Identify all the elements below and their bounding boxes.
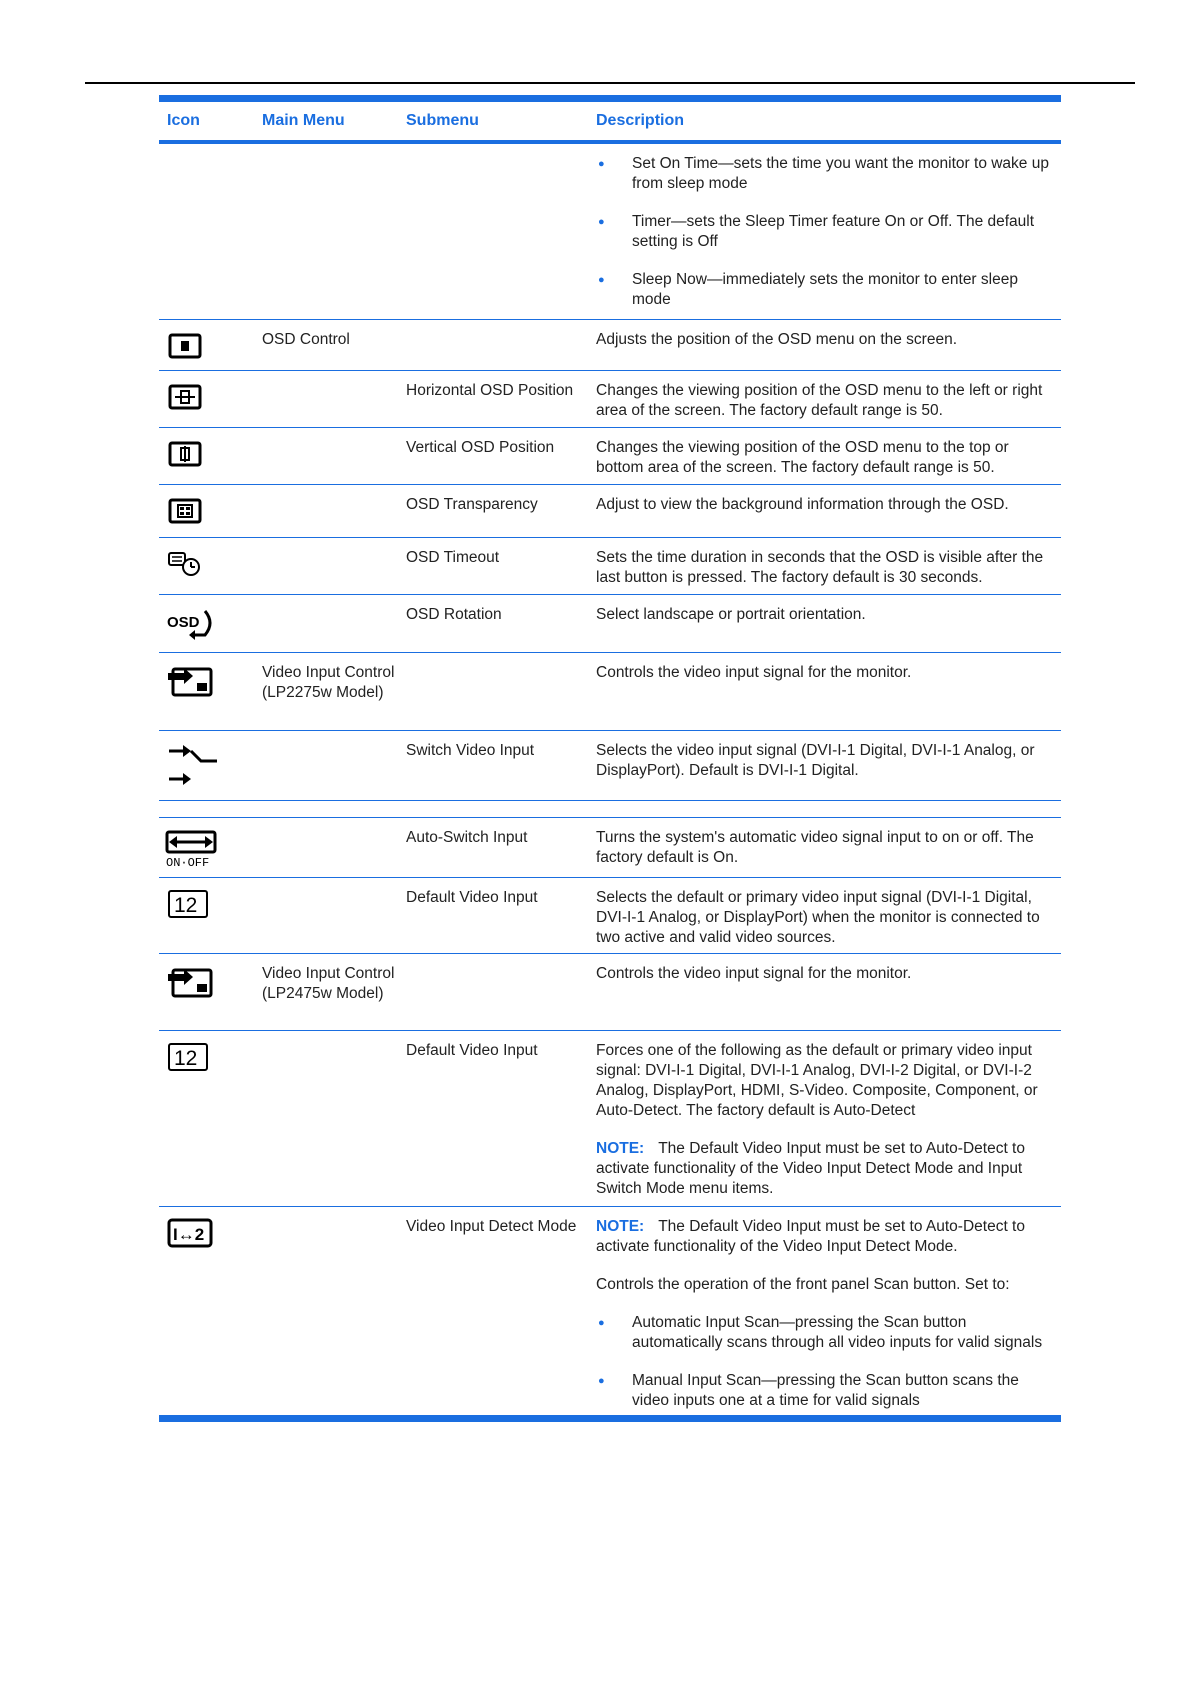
row-main-menu: Video Input Control (LP2475w Model) bbox=[262, 965, 395, 1002]
table-row bbox=[159, 595, 1061, 653]
table-row bbox=[159, 371, 1061, 428]
row-description: Sets the time duration in seconds that the OSD is visible after the last button is pressed. The factory default is 30 seconds. bbox=[596, 549, 1044, 586]
row-submenu: OSD Transparency bbox=[406, 496, 538, 513]
table-row bbox=[159, 538, 1061, 595]
row-description bbox=[588, 1207, 1061, 1429]
row-submenu: Horizontal OSD Position bbox=[406, 382, 574, 399]
default-input-icon bbox=[167, 1041, 211, 1073]
top-rule bbox=[85, 82, 1135, 84]
table-row bbox=[159, 653, 1061, 731]
note-text: The Default Video Input must be set to Auto-Detect to activate functionality of the Video Input Detect Mode. bbox=[596, 1218, 1025, 1255]
default-input-icon-text: 12 bbox=[174, 1047, 198, 1070]
table-row bbox=[159, 731, 1061, 801]
header-description: Description bbox=[596, 112, 685, 129]
description-text: Forces one of the following as the default or primary video input signal: DVI-I-1 Digital, DVI-I-1 Analog, DVI-I-2 Digital, or DVI-I-2 Analog, DisplayPort, HDMI, S-Video. Composite, Component, or Auto-Detect. The factory default is Auto-Detect bbox=[596, 1042, 1038, 1119]
table-row bbox=[159, 954, 1061, 1031]
table-top-bar bbox=[159, 95, 1061, 102]
table-row bbox=[159, 1207, 1061, 1415]
row-description: Turns the system's automatic video signal input to on or off. The factory default is On. bbox=[596, 829, 1034, 866]
row-description: Controls the video input signal for the monitor. bbox=[596, 965, 912, 982]
table-row bbox=[159, 878, 1061, 954]
row-description bbox=[588, 1031, 1061, 1217]
auto-switch-icon bbox=[165, 828, 217, 870]
row-main-menu: Video Input Control (LP2275w Model) bbox=[262, 664, 395, 701]
row-submenu: OSD Timeout bbox=[406, 549, 500, 566]
row-submenu: Vertical OSD Position bbox=[406, 439, 555, 456]
row-description: Select landscape or portrait orientation. bbox=[596, 606, 866, 623]
switch-input-icon bbox=[167, 741, 219, 791]
timeout-icon bbox=[167, 548, 207, 580]
row-description bbox=[588, 144, 1061, 328]
osd-rotation-icon-text: OSD bbox=[167, 614, 200, 631]
note-label: NOTE: bbox=[596, 1218, 645, 1235]
row-submenu: Video Input Detect Mode bbox=[406, 1218, 577, 1235]
video-input-icon bbox=[167, 663, 215, 697]
row-submenu: Auto-Switch Input bbox=[406, 829, 528, 846]
list-item: ● Automatic Input Scan—pressing the Scan button automatically scans through all video inputs for valid signals bbox=[596, 1313, 1055, 1353]
row-submenu: Default Video Input bbox=[406, 889, 538, 906]
osd-menu-table bbox=[159, 95, 1061, 1422]
default-input-icon-text: 12 bbox=[174, 894, 198, 917]
note-label: NOTE: bbox=[596, 1140, 645, 1157]
list-item: ● Sleep Now—immediately sets the monitor to enter sleep mode bbox=[596, 270, 1055, 310]
table-row bbox=[159, 485, 1061, 538]
list-item: ● Timer—sets the Sleep Timer feature On or Off. The default setting is Off bbox=[596, 212, 1055, 252]
table-row bbox=[159, 144, 1061, 320]
row-description: Changes the viewing position of the OSD menu to the left or right area of the screen. The factory default range is 50. bbox=[596, 382, 1043, 419]
vertical-position-icon bbox=[167, 438, 207, 470]
horizontal-position-icon bbox=[167, 381, 207, 413]
osd-rotation-icon bbox=[167, 605, 217, 641]
detect-mode-icon-text: I↔2 bbox=[173, 1225, 205, 1244]
row-description: Changes the viewing position of the OSD menu to the top or bottom area of the screen. The factory default range is 50. bbox=[596, 439, 1009, 476]
row-description: Controls the video input signal for the monitor. bbox=[596, 664, 912, 681]
transparency-icon bbox=[167, 495, 207, 527]
description-text: Controls the operation of the front panel Scan button. Set to: bbox=[596, 1276, 1010, 1293]
row-description: Adjust to view the background information through the OSD. bbox=[596, 496, 1009, 513]
note-text: The Default Video Input must be set to Auto-Detect to activate functionality of the Video Input Detect Mode and Input Switch Mode menu items. bbox=[596, 1140, 1025, 1197]
row-description: Adjusts the position of the OSD menu on the screen. bbox=[596, 331, 958, 348]
row-main-menu: OSD Control bbox=[262, 331, 350, 348]
row-separator bbox=[159, 801, 1061, 818]
header-icon: Icon bbox=[167, 112, 200, 129]
row-description: Selects the video input signal (DVI-I-1 Digital, DVI-I-1 Analog, or DisplayPort). Default is DVI-I-1 Digital. bbox=[596, 742, 1035, 779]
auto-switch-icon-text: ON·OFF bbox=[166, 856, 210, 870]
osd-control-icon bbox=[167, 330, 207, 362]
table-row bbox=[159, 1031, 1061, 1207]
table-header bbox=[159, 102, 1061, 144]
table-row bbox=[159, 428, 1061, 485]
table-row bbox=[159, 818, 1061, 878]
header-submenu: Submenu bbox=[406, 112, 479, 129]
header-main-menu: Main Menu bbox=[262, 112, 345, 129]
note bbox=[596, 1139, 1055, 1199]
detect-mode-icon bbox=[167, 1217, 215, 1249]
row-submenu: OSD Rotation bbox=[406, 606, 502, 623]
table-row bbox=[159, 320, 1061, 371]
row-submenu: Switch Video Input bbox=[406, 742, 535, 759]
default-input-icon bbox=[167, 888, 211, 920]
list-item: ● Manual Input Scan—pressing the Scan button scans the video inputs one at a time for valid signals bbox=[596, 1371, 1055, 1411]
row-submenu: Default Video Input bbox=[406, 1042, 538, 1059]
list-item: ● Set On Time—sets the time you want the monitor to wake up from sleep mode bbox=[596, 154, 1055, 194]
row-description: Selects the default or primary video input signal (DVI-I-1 Digital, DVI-I-1 Analog, or DisplayPort) when the monitor is connected to two active and valid video sources. bbox=[596, 889, 1040, 946]
video-input-icon bbox=[167, 964, 215, 998]
note bbox=[596, 1217, 1055, 1257]
